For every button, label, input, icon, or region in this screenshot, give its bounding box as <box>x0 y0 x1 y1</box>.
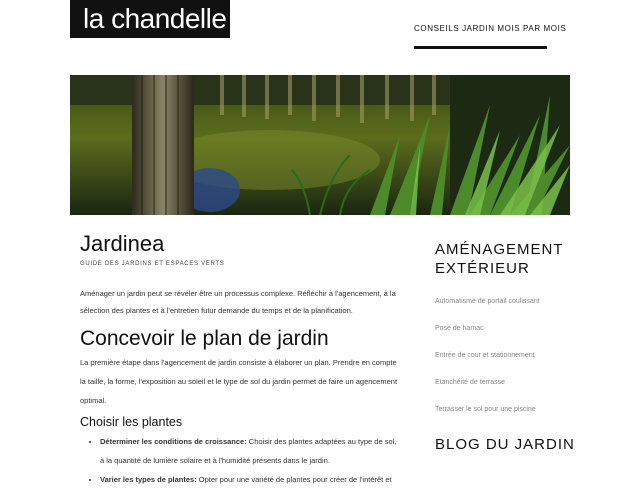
site-logo[interactable]: la chandelle <box>70 0 230 38</box>
site-tagline: GUIDE DES JARDINS ET ESPACES VERTS <box>80 261 225 267</box>
sidebar-link[interactable]: Entrée de cour et stationnement <box>435 352 535 359</box>
intro-paragraph: Aménager un jardin peut se révéler être un processus complexe. Réfléchir à l'agencement, à la sélection des plantes et à l'entretien futur demande du temps et de la planification. <box>80 289 396 315</box>
list-item-strong: Varier les types de plantes: <box>100 475 197 484</box>
subsection-heading: Choisir les plantes <box>80 415 183 429</box>
sidebar <box>435 240 575 454</box>
widget-link-list <box>435 298 575 433</box>
hero-image <box>70 75 570 215</box>
main-content <box>80 232 400 489</box>
sidebar-link[interactable]: Automatisme de portail coulissant <box>435 298 540 305</box>
tips-list <box>80 432 400 489</box>
sidebar-link[interactable]: Pose de hamac <box>435 325 484 332</box>
nav-link-conseils[interactable]: CONSEILS JARDIN MOIS PAR MOIS <box>414 24 567 33</box>
list-item <box>100 432 400 470</box>
widget-title-amenagement: AMÉNAGEMENT EXTÉRIEUR <box>435 241 564 277</box>
widget-title-blog: BLOG DU JARDIN <box>435 436 575 453</box>
list-item-text: Choisir des plantes adaptées au type de sol, à la quantité de lumière solaire et à l'humidité présents dans le jardin. <box>100 437 397 465</box>
section-paragraph: La première étape dans l'agencement de jardin consiste à élaborer un plan. Prendre en compte la taille, la forme, l'exposition au soleil et le type de sol du jardin permet de faire un agencement optimal. <box>80 358 398 405</box>
list-item-strong: Déterminer les conditions de croissance: <box>100 437 247 446</box>
list-item-text: Opter pour une variété de plantes pour créer de l'intérêt et <box>196 475 392 484</box>
sidebar-link[interactable]: Etanchéité de terrasse <box>435 379 506 386</box>
garden-pond-photo <box>70 75 570 215</box>
section-heading: Concevoir le plan de jardin <box>80 327 329 350</box>
sidebar-link[interactable]: Terrasser le sol pour une piscine <box>435 406 536 413</box>
nav-active-indicator <box>414 46 547 49</box>
site-title[interactable]: Jardinea <box>80 231 165 256</box>
